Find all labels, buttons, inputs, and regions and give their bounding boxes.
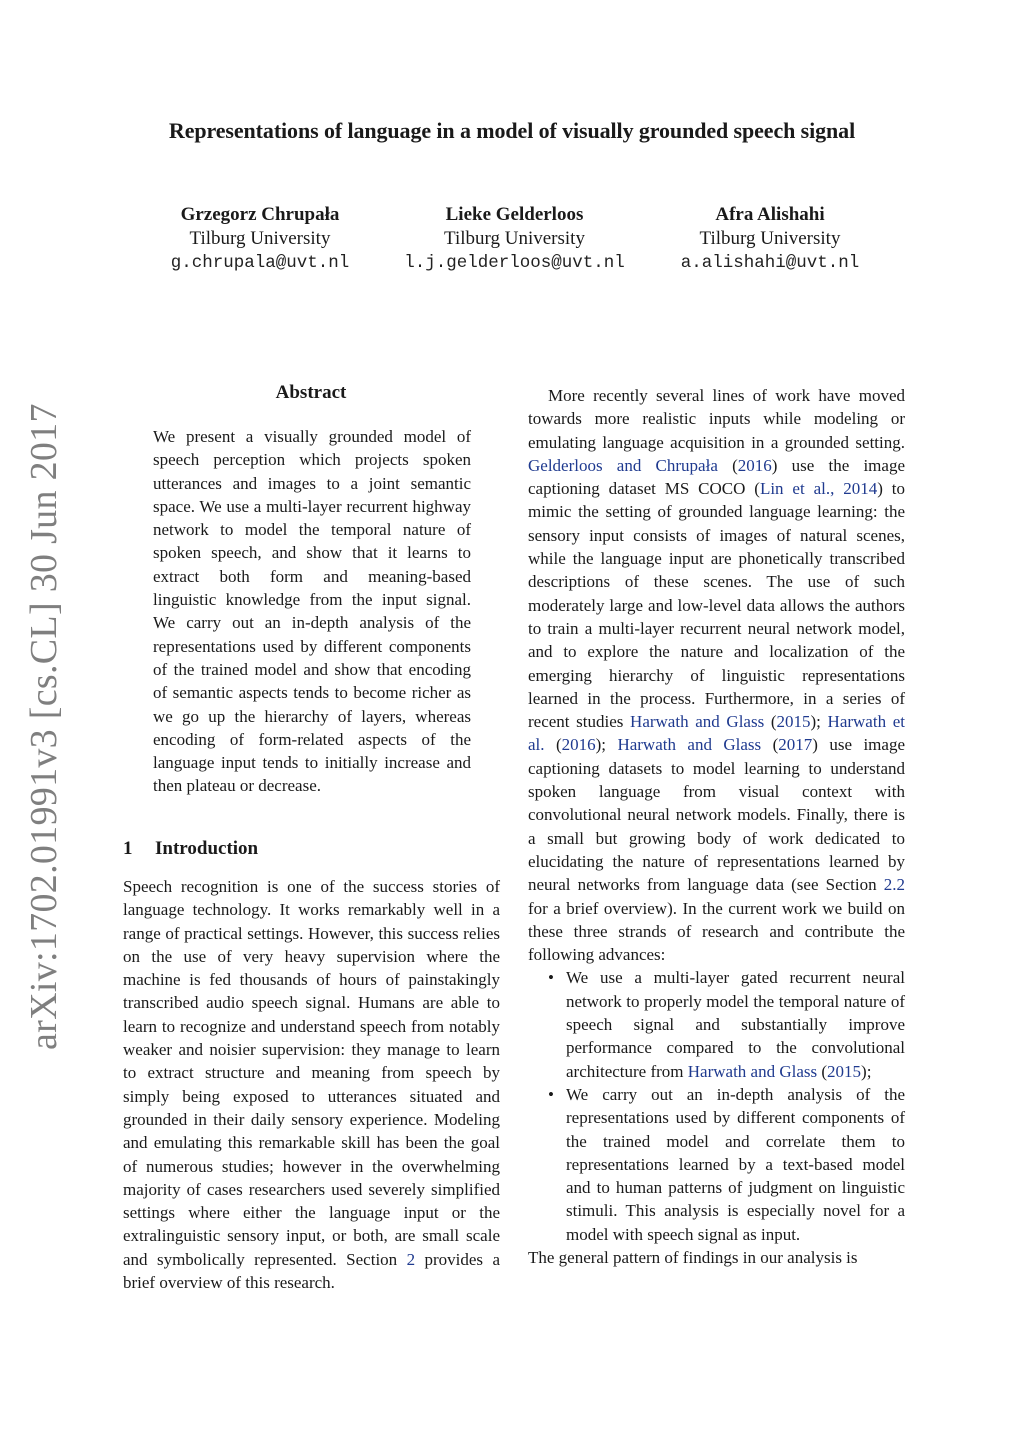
text: ) use the image captioning dataset MS COCO ( [528,455,905,499]
abstract-heading: Abstract [275,382,347,403]
bullet-icon: • [548,968,554,988]
author-block [150,203,370,276]
section-number: 1 [123,838,133,859]
paragraph: The general pattern of findings in our analysis is [528,1247,858,1267]
text: ( [717,455,738,475]
citation-link[interactable]: 2015 [827,1061,862,1081]
bullet-icon: • [548,1084,554,1104]
author-email: a.alishahi@uvt.nl [680,253,860,273]
right-column [528,384,905,1269]
author-name: Grzegorz Chrupała [180,204,340,225]
citation-link[interactable]: Harwath and Glass [617,735,762,755]
text: We use a multi-layer gated recurrent neural network to properly model the temporal nature of speech signal and substantially improve performance compared to the convolutional architecture from [566,968,905,1081]
author-email: g.chrupala@uvt.nl [170,253,350,273]
citation-link[interactable]: 2015 [776,712,811,732]
text: for a brief overview). In the current work we build on these three strands of research and contribute the following advances: [528,898,905,965]
author-block [382,203,647,276]
text: ); [861,1061,872,1081]
section-heading-introduction [123,838,258,860]
section-title: Introduction [155,838,259,859]
arxiv-stamp: arXiv:1702.01991v3 [cs.CL] 30 Jun 2017 [23,403,65,1050]
citation-link[interactable]: 2016 [737,455,772,475]
text: ); [595,735,618,755]
text: ( [544,735,562,755]
text: ( [761,735,779,755]
citation-link[interactable]: Harwath and Glass [687,1061,818,1081]
text: We carry out an in-depth analysis of the representations used by different components of the trained model and correlate them to representations learned by a text-based model and to human patterns of judgment on linguistic stimuli. This analysis is especially novel for a model with speech signal as input. [566,1084,905,1244]
contribution-list [528,966,905,1246]
author-name: Afra Alishahi [715,204,825,225]
abstract-body [153,425,471,798]
text: ) use image captioning datasets to model learning to understand spoken language from visual context with convolutional neural network models. Finally, there is a small but growing body of work dedicated to elucidating the nature of representations learned by neural networks from language data (see Section [528,735,905,895]
text: ) to mimic the setting of grounded language learning: the sensory input consists of images of natural scenes, while the language input are phonetically transcribed descriptions of these scenes. The use of such moderately large and low-level data allows the authors to train a multi-layer recurrent neural network model, and to explore the nature and localization of the emerging hierarchy of linguistic representations learned in the process. Furthermore, in a series of recent studies [528,479,905,732]
text: More recently several lines of work have moved towards more realistic inputs while modeling or emulating language acquisition in a grounded setting. [528,386,905,452]
author-affiliation: Tilburg University [189,228,331,249]
text: ); [810,712,828,732]
author-affiliation: Tilburg University [699,228,841,249]
citation-link[interactable]: Harwath and Glass [630,712,765,732]
text: ( [764,712,777,732]
introduction-body [123,875,500,1294]
citation-link[interactable]: 2017 [778,735,813,755]
citation-link[interactable]: 2016 [561,735,596,755]
list-item [528,966,905,1082]
author-affiliation: Tilburg University [444,228,585,249]
intro-text: provides a brief overview of this research. [123,1249,501,1293]
abstract-text: We present a visually grounded model of speech perception which projects spoken utterances and images to a joint semantic space. We use a multi-layer recurrent highway network to model the temporal nature of spoken speech, and show that it learns to extract both form and meaning-based linguistic knowledge from the input signal. We carry out an in-depth analysis of the representations used by different components of the trained model and show that encoding of semantic aspects tends to become richer as we go up the hierarchy of layers, whereas encoding of form-related aspects of the language input tends to initially increase and then plateau or decrease. [153,427,471,796]
citation-link[interactable]: Gelderloos and Chrupała [528,455,718,475]
paragraph [528,384,905,966]
list-item [528,1083,905,1246]
citation-link[interactable]: Lin et al., 2014 [759,479,878,499]
paper-title: Representations of language in a model of visually grounded speech signal [168,118,856,143]
author-email: l.j.gelderloos@uvt.nl [404,253,625,273]
section-ref-link[interactable]: 2 [406,1249,416,1269]
author-block [660,203,880,276]
citation-link[interactable]: Harwath et al. [528,712,905,755]
author-name: Lieke Gelderloos [445,204,584,225]
intro-text: Speech recognition is one of the success stories of language technology. It works remarkably well in a range of practical settings. However, this success relies on the use of very heavy supervision where the machine is fed thousands of hours of painstakingly transcribed audio speech signal. Humans are able to learn to recognize and understand speech from notably weaker and noisier supervision: they manage to learn to extract structure and meaning from speech by simply being exposed to utterances situated and grounded in their daily sensory experience. Modeling and emulating this remarkable skill has been the goal of numerous studies; however in the overwhelming majority of cases researchers used severely simplified settings where either the language input or the extralinguistic sensory input, or both, are small scale and symbolically represented. Section [123,877,500,1269]
section-ref-link[interactable]: 2.2 [883,875,905,895]
text: ( [817,1061,828,1081]
intro-paragraph [123,875,500,1294]
